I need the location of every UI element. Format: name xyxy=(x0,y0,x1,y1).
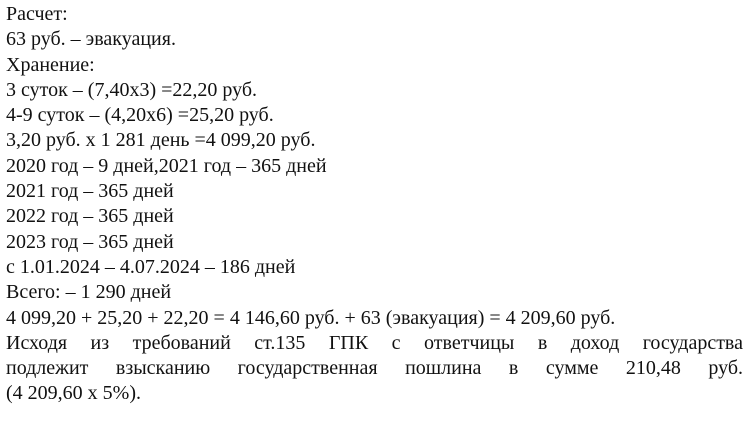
calc-heading: Расчет: xyxy=(6,3,68,25)
duty-paragraph-line-2: подлежит взысканию государственная пошлина в сумме 210,48 руб. xyxy=(6,357,743,380)
total-sum-line: 4 099,20 + 25,20 + 22,20 = 4 146,60 руб. + 63 (эвакуация) = 4 209,60 руб. xyxy=(6,306,616,329)
duty-paragraph-line-1: Исходя из требований ст.135 ГПК с ответчицы в доход государства xyxy=(6,331,743,354)
storage-daily-rate-line: 3,20 руб. х 1 281 день =4 099,20 руб. xyxy=(6,129,316,152)
document-body xyxy=(6,2,746,407)
storage-4-9-days-line: 4-9 суток – (4,20х6) =25,20 руб. xyxy=(6,104,274,127)
year-2023-line: 2023 год – 365 дней xyxy=(6,230,174,253)
storage-heading: Хранение: xyxy=(6,53,95,76)
total-days-line: Всего: – 1 290 дней xyxy=(6,281,172,304)
year-2024-line: с 1.01.2024 – 4.07.2024 – 186 дней xyxy=(6,255,296,278)
year-2020-line: 2020 год – 9 дней,2021 год – 365 дней xyxy=(6,154,327,177)
duty-paragraph-line-3: (4 209,60 х 5%). xyxy=(6,382,141,405)
year-2022-line: 2022 год – 365 дней xyxy=(6,205,174,228)
evacuation-line: 63 руб. – эвакуация. xyxy=(6,28,176,51)
storage-3-days-line: 3 суток – (7,40х3) =22,20 руб. xyxy=(6,78,258,101)
year-2021-line: 2021 год – 365 дней xyxy=(6,180,174,203)
